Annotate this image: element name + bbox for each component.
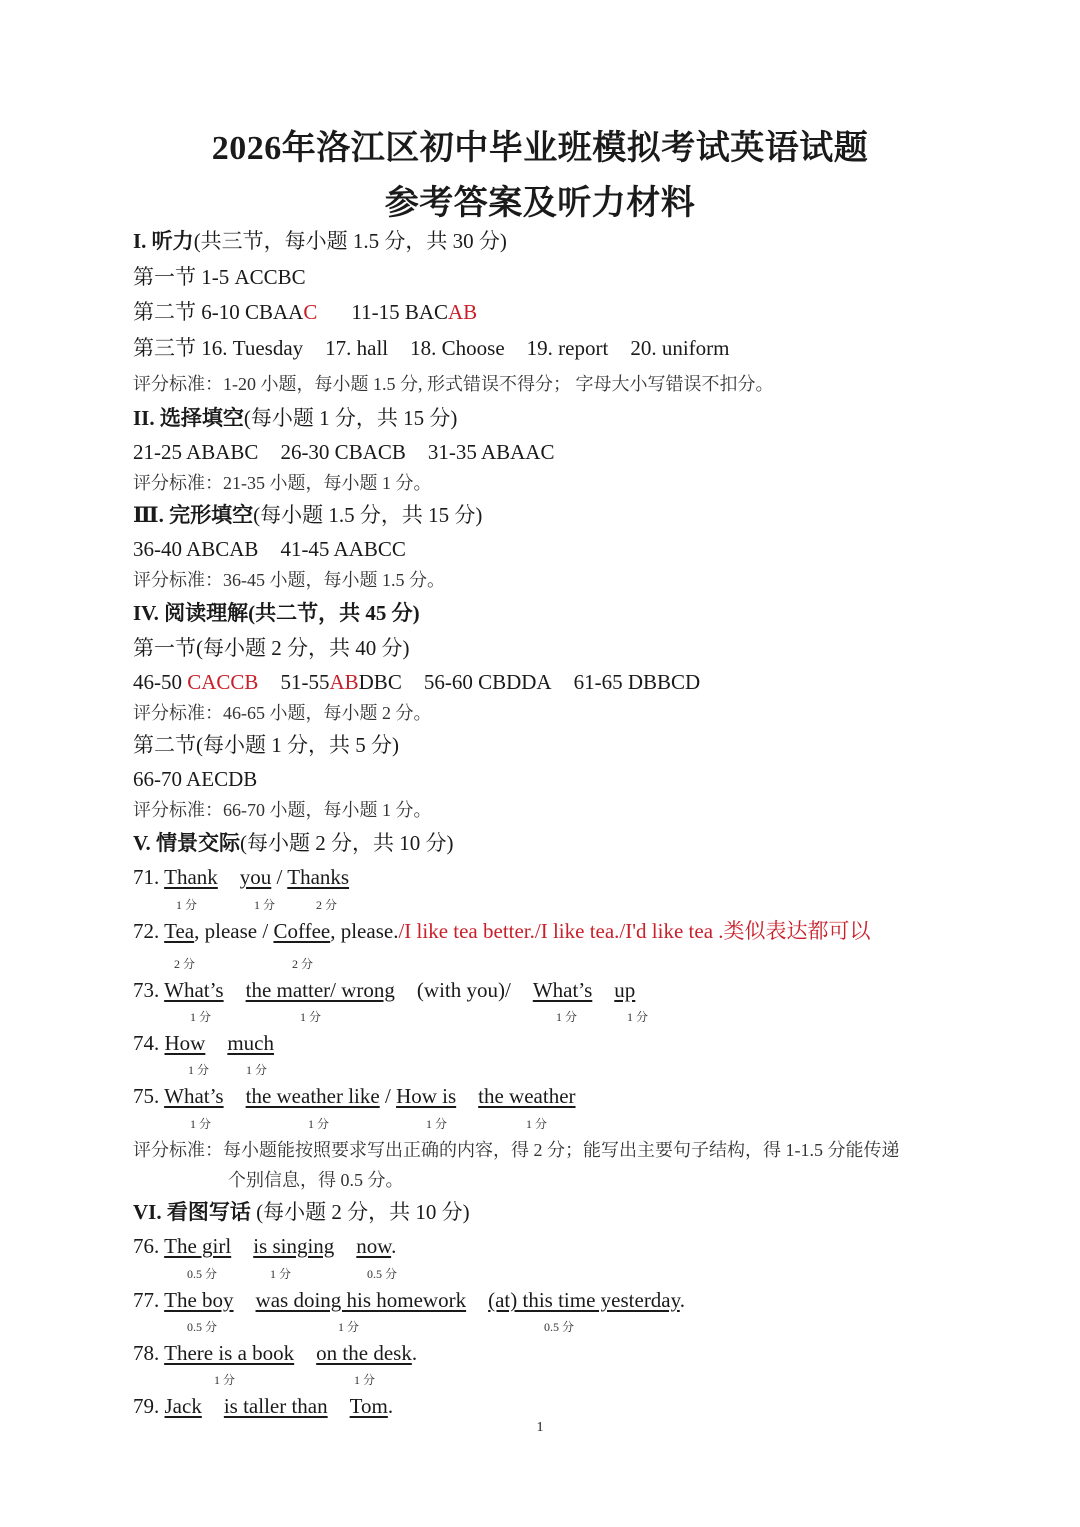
period: . <box>411 1341 418 1365</box>
section-1-title: I. 听力 <box>133 229 194 253</box>
period: . <box>391 1234 397 1258</box>
document-title: 2026年洛江区初中毕业班模拟考试英语试题 <box>211 130 869 167</box>
answers-red: AB <box>448 300 478 324</box>
answer-blank: Tom <box>349 1394 388 1418</box>
question-number: 76. <box>133 1234 160 1258</box>
question-79 <box>133 1393 393 1419</box>
answer: 18. Choose <box>410 336 505 360</box>
answer-blank: up <box>614 978 636 1002</box>
section-5-criteria: 评分标准：每小题能按照要求写出正确的内容，得 2 分；能写出主要句子结构，得 1-1.5 分能传递 <box>133 1140 900 1160</box>
answers: 46-50 <box>133 670 182 694</box>
question-number: 74. <box>133 1031 160 1055</box>
answers-red: AB <box>329 670 359 694</box>
score-label: 1 分 <box>190 1117 212 1131</box>
section-2-criteria: 评分标准：21-35 小题，每小题 1 分。 <box>133 473 432 493</box>
answers: 51-55 <box>280 670 330 694</box>
section-3-note: (每小题 1.5 分，共 15 分) <box>253 503 483 527</box>
answer-text: , please. <box>330 919 399 943</box>
answer-blank: There is a book <box>164 1341 295 1365</box>
section-2-note: (每小题 1 分，共 15 分) <box>243 406 458 430</box>
answer-blank: Jack <box>164 1394 202 1418</box>
score-label: 1 分 <box>338 1320 360 1334</box>
section-6-heading <box>133 1199 470 1225</box>
answer-blank: Tea <box>164 919 195 943</box>
section-4-criteria-2: 评分标准：66-70 小题，每小题 1 分。 <box>133 800 432 820</box>
answers: DBC <box>358 670 402 694</box>
section-2-heading <box>133 405 457 431</box>
score-label: 1 分 <box>254 898 276 912</box>
score-label: 1 分 <box>308 1117 330 1131</box>
answer-text: (with you)/ <box>416 978 511 1002</box>
question-71 <box>133 864 349 890</box>
question-75 <box>133 1083 576 1109</box>
question-74 <box>133 1030 274 1056</box>
section-4-criteria-1: 评分标准：46-65 小题，每小题 2 分。 <box>133 703 432 723</box>
score-label: 1 分 <box>426 1117 448 1131</box>
answers: 6-10 CBAA <box>201 300 304 324</box>
score-label: 2 分 <box>174 957 196 971</box>
score-label: 1 分 <box>188 1063 210 1077</box>
section-2-answers <box>133 439 554 465</box>
section-5-criteria-cont: 个别信息，得 0.5 分。 <box>228 1170 404 1190</box>
section-5-note: (每小题 2 分，共 10 分) <box>239 831 454 855</box>
answer-blank: now <box>356 1234 392 1258</box>
question-number: 73. <box>133 978 160 1002</box>
answers: 56-60 CBDDA <box>423 670 552 694</box>
answer-blank: is singing <box>253 1234 335 1258</box>
answer-blank: you <box>239 865 272 889</box>
answer-text: , please / <box>194 919 274 943</box>
question-77 <box>133 1287 685 1313</box>
alternative-answers: /I like tea better./I like tea./I'd like tea .类似表达都可以 <box>398 919 871 943</box>
question-number: 79. <box>133 1394 160 1418</box>
section-6-title: VI. 看图写话 <box>133 1200 251 1224</box>
answer-blank: Thanks <box>287 865 350 889</box>
section-4-part-2-answers: 66-70 AECDB <box>133 767 258 791</box>
question-78 <box>133 1340 417 1366</box>
section-1-part-2 <box>133 299 477 325</box>
period: . <box>679 1288 686 1312</box>
answer-blank: much <box>227 1031 274 1055</box>
answer-blank: Thank <box>164 865 218 889</box>
answer: 20. uniform <box>630 336 730 360</box>
answers: 21-25 ABABC <box>133 440 259 464</box>
score-label: 2 分 <box>292 957 314 971</box>
question-72 <box>133 918 871 944</box>
separator: / <box>379 1084 397 1108</box>
answers: 41-45 AABCC <box>280 537 406 561</box>
answer-blank: the matter/ wrong <box>245 978 395 1002</box>
answer-blank: How <box>164 1031 206 1055</box>
document-subtitle: 参考答案及听力材料 <box>384 185 696 222</box>
answers-red: CACCB <box>187 670 259 694</box>
section-2-title: II. 选择填空 <box>133 406 244 430</box>
question-number: 78. <box>133 1341 160 1365</box>
answer-blank: What’s <box>164 1084 224 1108</box>
score-label: 1 分 <box>214 1373 236 1387</box>
answer-blank: the weather <box>478 1084 576 1108</box>
question-76 <box>133 1233 396 1259</box>
section-1-criteria: 评分标准：1-20 小题，每小题 1.5 分, 形式错误不得分； 字母大小写错误不扣分。 <box>133 374 774 394</box>
section-4-heading <box>133 600 420 626</box>
score-label: 0.5 分 <box>187 1320 218 1334</box>
period: . <box>387 1394 394 1418</box>
section-4-part-2-heading: 第二节(每小题 1 分，共 5 分) <box>133 733 399 757</box>
answers-red: C <box>303 300 318 324</box>
part-label: 第一节 <box>133 265 196 289</box>
score-label: 1 分 <box>556 1010 578 1024</box>
question-73 <box>133 977 635 1003</box>
answer-blank: Coffee <box>273 919 331 943</box>
section-1-part-1 <box>133 264 306 290</box>
section-1-part-3 <box>133 335 729 361</box>
answer: 16. Tuesday <box>201 336 304 360</box>
section-3-answers <box>133 536 406 562</box>
answer-blank: What’s <box>532 978 593 1002</box>
question-number: 75. <box>133 1084 160 1108</box>
answers: 31-35 ABAAC <box>427 440 555 464</box>
score-label: 1 分 <box>246 1063 268 1077</box>
section-3-title: Ⅲ. 完形填空 <box>133 503 254 527</box>
score-label: 1 分 <box>176 898 198 912</box>
question-number: 77. <box>133 1288 160 1312</box>
answer-blank: is taller than <box>223 1394 328 1418</box>
section-4-part-1-heading: 第一节(每小题 2 分，共 40 分) <box>133 636 410 660</box>
score-label: 2 分 <box>316 898 338 912</box>
score-label: 1 分 <box>270 1267 292 1281</box>
answer: 17. hall <box>325 336 389 360</box>
score-label: 1 分 <box>526 1117 548 1131</box>
answer-blank: on the desk <box>316 1341 412 1365</box>
section-1-note: (共三节，每小题 1.5 分，共 30 分) <box>193 229 507 253</box>
answer-blank: The boy <box>164 1288 234 1312</box>
section-6-note: (每小题 2 分，共 10 分) <box>250 1200 470 1224</box>
question-number: 71. <box>133 865 160 889</box>
score-label: 1 分 <box>354 1373 376 1387</box>
answer: 19. report <box>526 336 609 360</box>
score-label: 0.5 分 <box>367 1267 398 1281</box>
answer-blank: What’s <box>164 978 224 1002</box>
page-number: 1 <box>536 1420 544 1435</box>
section-4-note: (共二节，共 45 分) <box>248 601 420 625</box>
section-3-criteria: 评分标准：36-45 小题，每小题 1.5 分。 <box>133 570 445 590</box>
answer-blank: the weather like <box>245 1084 380 1108</box>
section-1-heading <box>133 228 507 254</box>
score-label: 1 分 <box>627 1010 649 1024</box>
answer-blank: The girl <box>164 1234 232 1258</box>
question-number: 72. <box>133 919 160 943</box>
score-label: 0.5 分 <box>187 1267 218 1281</box>
score-label: 1 分 <box>190 1010 212 1024</box>
answer-blank: (at) this time yesterday <box>488 1288 680 1312</box>
separator: / <box>271 865 288 889</box>
answers: 61-65 DBBCD <box>573 670 701 694</box>
section-4-part-1-answers <box>133 669 700 695</box>
part-label: 第三节 <box>133 336 196 360</box>
section-5-title: V. 情景交际 <box>133 831 240 855</box>
part-label: 第二节 <box>133 300 196 324</box>
section-3-heading <box>133 502 482 528</box>
score-label: 0.5 分 <box>544 1320 575 1334</box>
answers: 11-15 BAC <box>351 300 449 324</box>
answers: 36-40 ABCAB <box>133 537 259 561</box>
answers: 1-5 ACCBC <box>201 265 306 289</box>
section-5-heading <box>133 830 453 856</box>
section-4-title: IV. 阅读理解 <box>133 601 249 625</box>
answers: 26-30 CBACB <box>280 440 406 464</box>
answer-blank: How is <box>396 1084 457 1108</box>
answer-blank: was doing his homework <box>255 1288 467 1312</box>
score-label: 1 分 <box>300 1010 322 1024</box>
